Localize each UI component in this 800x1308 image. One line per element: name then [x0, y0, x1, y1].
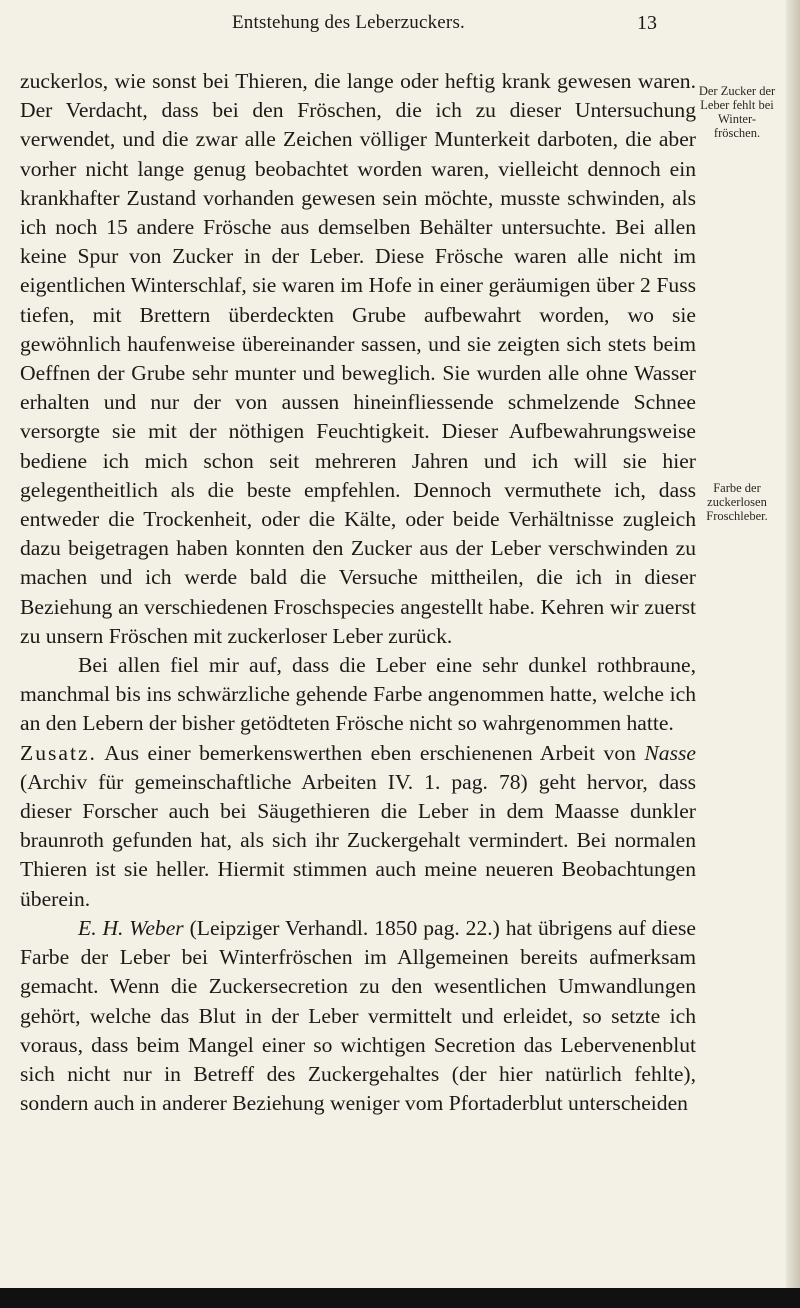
page-number: 13	[637, 12, 657, 34]
paragraph-3-text-b: (Archiv für gemeinschaftliche Arbeiten IV. 1. pag. 78) geht hervor, dass dieser Forscher auch bei Säugethieren die Leber in dem Maasse dunkler braunroth gefunden hat, als sich ihr Zuckergehalt vermindert. Bei normalen Thieren ist sie heller. Hiermit stimmen auch meine neueren Beobachtungen überein.	[20, 769, 696, 911]
paragraph-2: Bei allen fiel mir auf, dass die Leber eine sehr dunkel rothbraune, manchmal bis ins schwärzliche gehende Farbe angenommen hatte, welche ich an den Lebern der bisher getödteten Frösche nicht so wahrgenommen hatte.	[20, 653, 696, 736]
author-nasse: Nasse	[644, 740, 696, 765]
page-header	[0, 10, 800, 44]
paragraph-4	[20, 914, 696, 1118]
page-edge-shadow	[786, 0, 800, 1308]
margin-note-winter-frogs: Der Zucker der Leber fehlt bei Winter-fröschen.	[698, 84, 776, 140]
paragraph-3-text-a: Aus einer bemerkenswerthen eben erschienenen Arbeit von	[104, 740, 636, 765]
paragraph-1: zuckerlos, wie sonst bei Thieren, die lange oder heftig krank gewesen waren. Der Verdacht, dass bei den Fröschen, die ich zu dieser Untersuchung verwendet, und die zwar alle Zeichen völliger Munterkeit darboten, die aber vorher nicht lange genug beobachtet worden waren, vielleicht dennoch ein krankhafter Zustand vorhanden gewesen sein möchte, musste schwinden, als ich noch 15 andere Frösche aus demselben Behälter untersuchte. Bei allen keine Spur von Zucker in der Leber. Diese Frösche waren alle nicht im eigentlichen Winterschlaf, sie waren im Hofe in einer geräumigen über 2 Fuss tiefen, mit Brettern überdeckten Grube aufbewahrt worden, wo sie gewöhnlich haufenweise übereinander sassen, und sie zeigten sich stets beim Oeffnen der Grube sehr munter und beweglich. Sie wurden alle ohne Wasser erhalten und nur der von aussen hineinfliessende schmelzende Schnee versorgte sie mit der nöthigen Feuchtigkeit. Dieser Aufbewahrungsweise bediene ich mich schon seit mehreren Jahren und ich will sie hier gelegentheitlich als die beste empfehlen. Dennoch vermuthete ich, dass entweder die Trockenheit, oder die Kälte, oder beide Verhältnisse zugleich dazu beigetragen haben konnten den Zucker aus der Leber verschwinden zu machen und ich werde bald die Versuche mittheilen, die ich in dieser Beziehung an verschiedenen Froschspecies angestellt habe. Kehren wir zuerst zu unsern Fröschen mit zuckerloser Leber zurück.	[20, 69, 696, 648]
running-title: Entstehung des Leberzuckers.	[232, 12, 465, 33]
zusatz-label: Zusatz.	[20, 740, 97, 765]
paragraph-4-text: (Leipziger Verhandl. 1850 pag. 22.) hat übrigens auf diese Farbe der Leber bei Winterfröschen im Allgemeinen bereits aufmerksam gemacht. Wenn die Zuckersecretion zu den wesentlichen Umwandlungen gehört, welche das Blut in der Leber vermittelt und erleidet, so setzte ich voraus, dass beim Mangel einer so wichtigen Secretion das Lebervenenblut sich nicht nur in Betreff des Zuckergehaltes (der hier natürlich fehlte), sondern auch in anderer Beziehung weniger vom Pfortaderblut unterscheiden	[20, 915, 696, 1116]
bottom-edge	[0, 1288, 800, 1308]
main-text	[20, 67, 696, 1118]
paragraph-3	[20, 739, 696, 914]
author-weber: E. H. Weber	[78, 915, 184, 940]
margin-note-liver-colour: Farbe der zuckerlosen Froschleber.	[706, 481, 768, 523]
